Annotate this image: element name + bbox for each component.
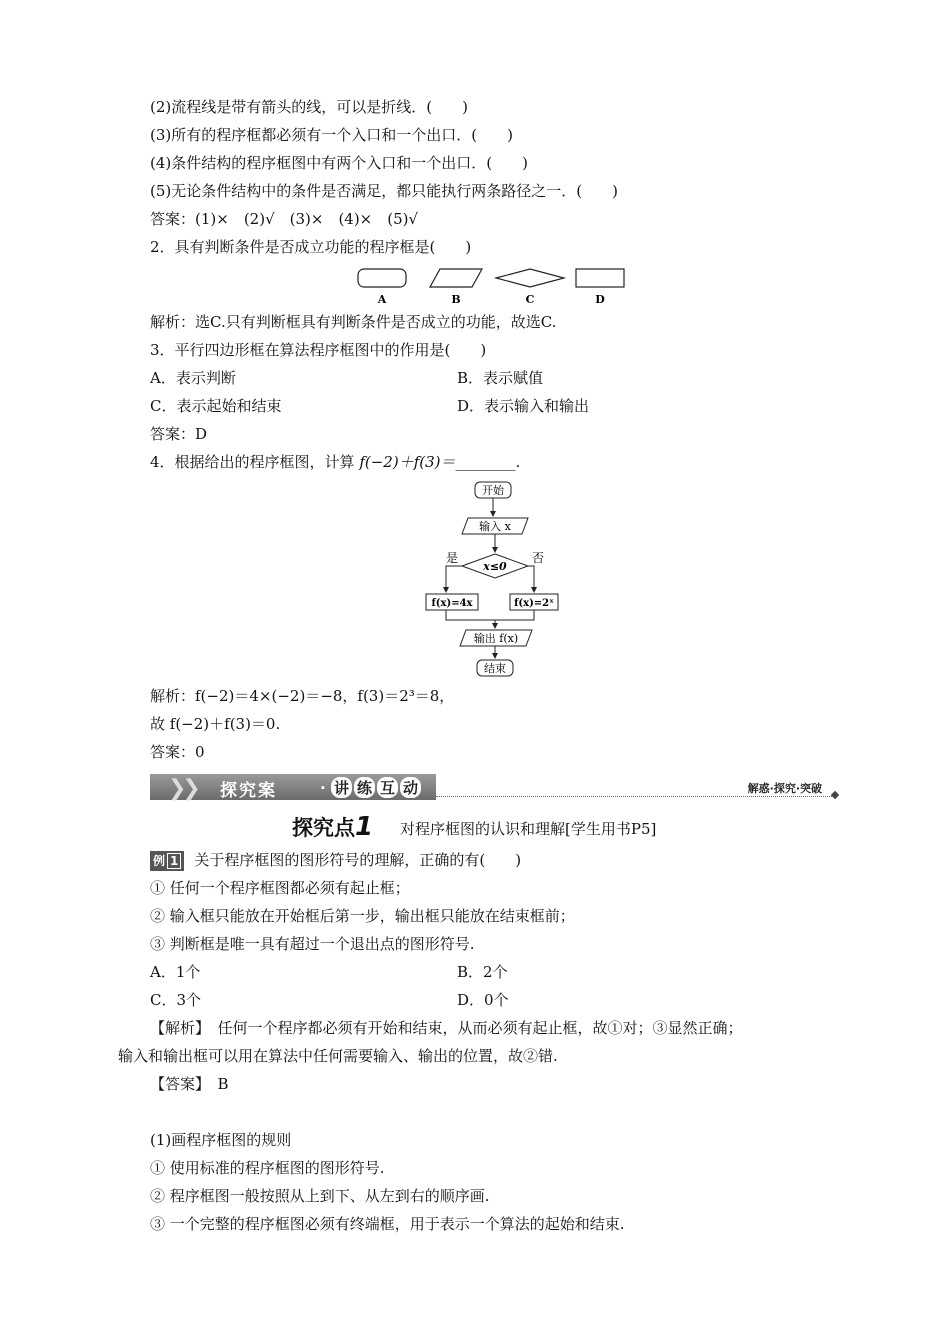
input-label: 输入 x — [479, 520, 511, 533]
example-answer — [150, 1074, 229, 1094]
answer-value: B — [217, 1075, 229, 1093]
terminal-shape — [358, 269, 406, 287]
option-a: A．表示判断 — [150, 369, 236, 387]
question-3: 3．平行四边形框在算法程序框图中的作用是( ) — [150, 341, 487, 359]
answer-3: 答案：D — [150, 425, 208, 443]
banner-subtitle — [320, 777, 423, 798]
answer-line: 答案：(1)× (2)√ (3)× (4)× (5)√ — [150, 210, 419, 228]
no-label: 否 — [532, 551, 545, 565]
example-badge-number: 1 — [167, 853, 181, 869]
question-2: 2．具有判断条件是否成立功能的程序框是( ) — [150, 238, 472, 256]
rules-title: (1)画程序框图的规则 — [150, 1131, 292, 1149]
left-process-label: f(x)=4x — [431, 598, 473, 609]
example-option-a: A．1个 — [150, 963, 201, 981]
shape-label-c: C — [525, 293, 535, 306]
example-option-b: B．2个 — [457, 963, 508, 981]
option-d: D．表示输入和输出 — [457, 397, 590, 415]
banner-dotted-rule — [436, 796, 836, 797]
diamond-shape — [496, 269, 564, 287]
right-process-label: f(x)=2ˣ — [514, 598, 554, 609]
text-line: (2)流程线是带有箭头的线，可以是折线．( ) — [150, 98, 468, 116]
text-line: (4)条件结构的程序框图中有两个入口和一个出口．( ) — [150, 154, 528, 172]
statement-2: ② 输入框只能放在开始框后第一步，输出框只能放在结束框前； — [150, 907, 575, 925]
answer-label: 【答案】 — [150, 1075, 203, 1093]
question-4-prefix: 4．根据给出的程序框图，计算 — [150, 453, 360, 471]
start-label: 开始 — [482, 484, 504, 497]
analysis-2: 解析：选C.只有判断框具有判断条件是否成立的功能，故选C. — [150, 313, 557, 331]
output-label: 输出 f(x) — [473, 632, 519, 645]
example-question — [150, 850, 521, 871]
banner-pill-4: 动 — [400, 777, 421, 798]
decision-label: x≤0 — [483, 560, 507, 573]
section-title: 探究点 — [292, 816, 355, 840]
double-chevron-icon: ❯❯ — [168, 776, 197, 801]
rule-2: ② 程序框图一般按照从上到下、从左到右的顺序画. — [150, 1187, 490, 1205]
banner-pill-1: 讲 — [331, 777, 352, 798]
example-badge — [150, 851, 184, 871]
rectangle-shape — [576, 269, 624, 287]
diamond-icon — [831, 791, 839, 799]
statement-1: ① 任何一个程序框图都必须有起止框； — [150, 879, 410, 897]
banner-pill-2: 练 — [354, 777, 375, 798]
section-number: 1 — [355, 812, 374, 842]
example-analysis-line1 — [150, 1018, 743, 1038]
example-badge-label: 例 — [153, 854, 166, 868]
banner-right-text: 解惑·探究·突破 — [747, 782, 822, 795]
banner-dot: · — [320, 779, 326, 797]
example-option-c: C．3个 — [150, 991, 202, 1009]
question-4 — [150, 452, 520, 472]
example-option-d: D．0个 — [457, 991, 509, 1009]
shape-label-b: B — [451, 293, 461, 306]
section-heading — [292, 812, 373, 842]
example-question-text: 关于程序框图的图形符号的理解，正确的有( ) — [194, 851, 522, 869]
analysis-label: 【解析】 — [150, 1019, 203, 1037]
example-analysis-line2: 输入和输出框可以用在算法中任何需要输入、输出的位置，故②错. — [118, 1047, 558, 1065]
section-subtitle: 对程序框图的认识和理解[学生用书P5] — [400, 820, 657, 838]
banner-title: 探究案 — [220, 781, 277, 801]
rule-1: ① 使用标准的程序框图的图形符号. — [150, 1159, 385, 1177]
analysis-4-line2: 故 f(−2)＋f(3)＝0. — [150, 715, 281, 733]
end-label: 结束 — [484, 662, 506, 675]
text-line: (5)无论条件结构中的条件是否满足，都只能执行两条路径之一．( ) — [150, 182, 618, 200]
analysis-text-1: 任何一个程序都必须有开始和结束，从而必须有起止框，故①对；③显然正确； — [217, 1019, 743, 1037]
section-banner — [150, 774, 840, 800]
shape-label-a: A — [377, 293, 387, 306]
banner-pill-3: 互 — [377, 777, 398, 798]
shape-options — [350, 265, 640, 310]
statement-3: ③ 判断框是唯一具有超过一个退出点的图形符号. — [150, 935, 475, 953]
question-4-expression: f(−2)＋f(3)＝________. — [359, 453, 521, 471]
flowchart — [420, 478, 554, 678]
option-c: C．表示起始和结束 — [150, 397, 282, 415]
shape-label-d: D — [595, 293, 605, 306]
parallelogram-shape — [430, 269, 482, 287]
rule-3: ③ 一个完整的程序框图必须有终端框，用于表示一个算法的起始和结束. — [150, 1215, 625, 1233]
answer-4: 答案：0 — [150, 743, 205, 761]
text-line: (3)所有的程序框都必须有一个入口和一个出口．( ) — [150, 126, 513, 144]
option-b: B．表示赋值 — [457, 369, 544, 387]
yes-label: 是 — [445, 551, 458, 565]
analysis-4-line1: 解析：f(−2)＝4×(−2)＝−8，f(3)＝2³＝8， — [150, 687, 455, 705]
